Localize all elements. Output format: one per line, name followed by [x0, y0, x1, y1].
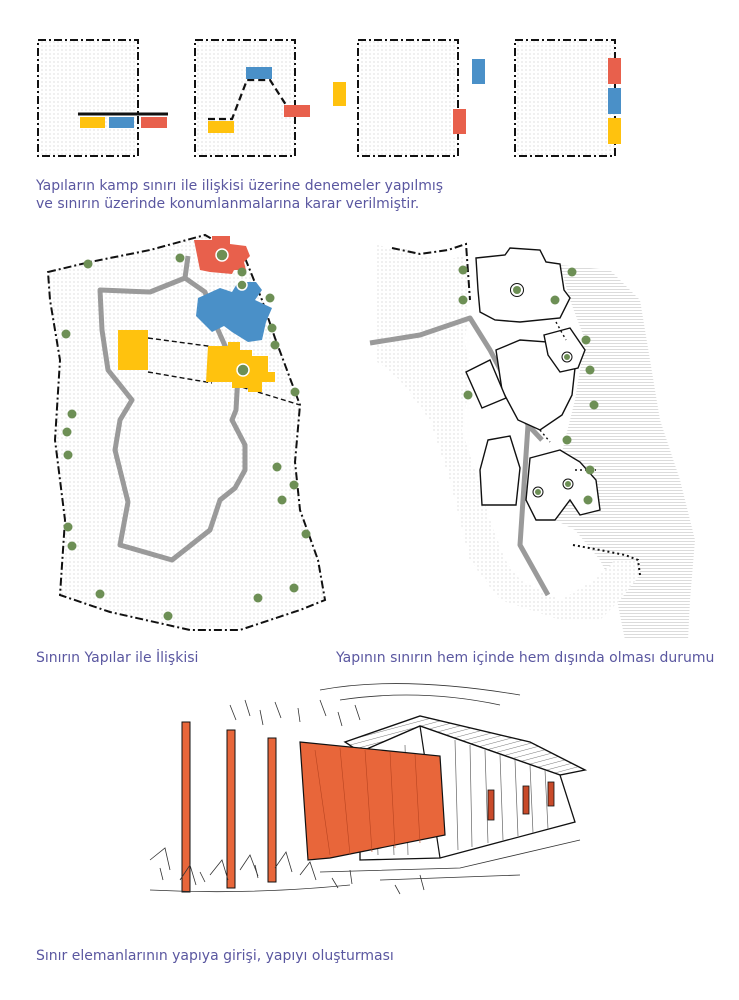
camp-boundary — [48, 235, 325, 630]
caption-right-plan: Yapının sınırın hem içinde hem dışında olması durumu — [336, 650, 715, 666]
blue-block — [109, 117, 134, 128]
boundary-posts — [182, 722, 276, 892]
red-block — [608, 58, 621, 84]
caption-top-line1: Yapıların kamp sınırı ile ilişkisi üzerine denemeler yapılmış — [36, 178, 444, 194]
study-diagram-3 — [333, 40, 485, 156]
yellow-block — [80, 117, 105, 128]
study-diagram-2 — [195, 40, 310, 156]
study-diagram-4 — [515, 40, 621, 156]
perspective-sketch — [150, 684, 585, 894]
caption-top-line2: ve sınırın üzerinde konumlanmalarına karar verilmiştir. — [36, 196, 420, 212]
yellow-building-west — [118, 330, 148, 370]
study-diagram-1 — [38, 40, 168, 156]
yellow-block — [333, 82, 346, 106]
caption-sketch: Sınır elemanlarının yapıya girişi, yapıyı oluşturması — [36, 948, 394, 964]
right-site-plan — [370, 244, 695, 640]
blue-block — [472, 59, 485, 84]
yellow-block — [208, 121, 234, 133]
red-block — [284, 105, 310, 117]
blue-block — [246, 67, 272, 79]
red-block — [141, 117, 167, 128]
red-block — [453, 109, 466, 134]
yellow-block — [608, 118, 621, 144]
caption-left-plan: Sınırın Yapılar ile İlişkisi — [36, 650, 199, 666]
left-site-plan — [48, 235, 325, 630]
blue-block — [608, 88, 621, 114]
